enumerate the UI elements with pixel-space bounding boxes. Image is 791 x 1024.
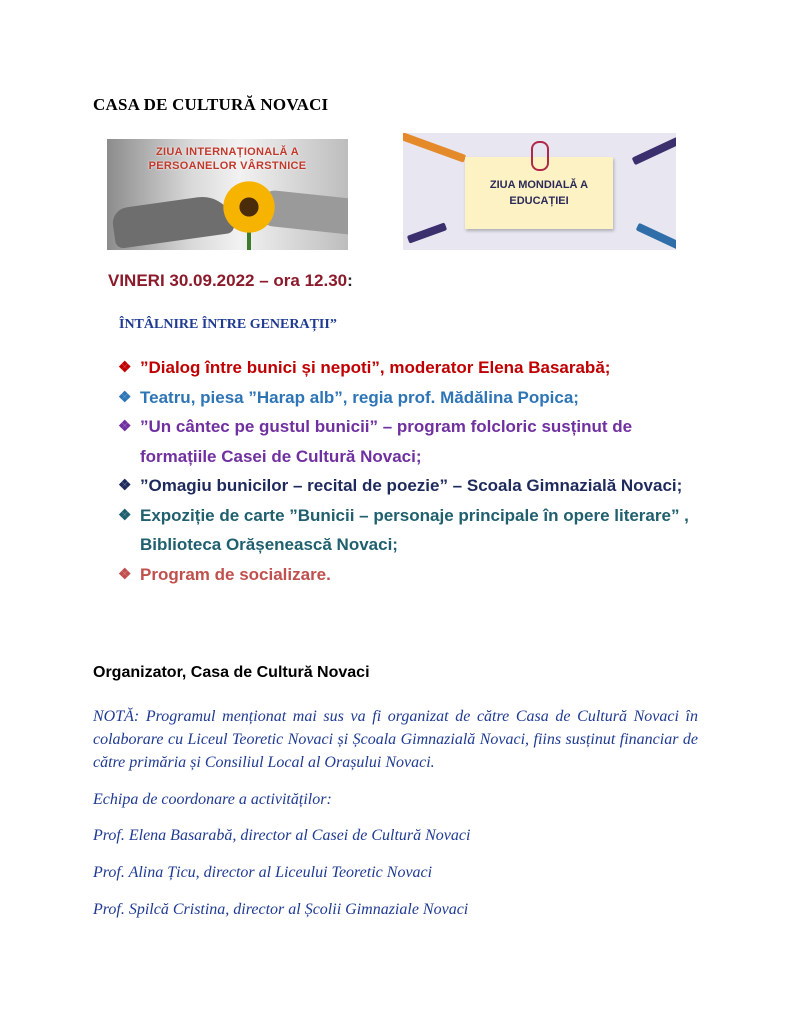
note-paragraph: NOTĂ: Programul menționat mai sus va fi organizat de către Casa de Cultură Novaci în colaborare cu Liceul Teoretic Novaci și Școala Gimnazială Novaci, fiins susținut financiar de către primăria și Consiliul Local al Orașului Novaci. — [93, 708, 698, 771]
list-item — [118, 412, 708, 471]
banner-caption-line: PERSOANELOR VÂRSTNICE — [148, 160, 307, 172]
education-day-banner — [403, 133, 676, 250]
banner-caption-line: ZIUA INTERNAȚIONALĂ A — [156, 146, 299, 158]
diamond-bullet-icon: ❖ — [118, 477, 132, 494]
team-member: Prof. Alina Țicu, director al Liceului Teoretic Novaci — [93, 864, 433, 881]
elderly-day-banner — [107, 139, 348, 250]
diamond-bullet-icon: ❖ — [118, 565, 132, 583]
list-item — [118, 383, 708, 413]
list-item-text: Program de socializare. — [140, 564, 331, 584]
banner-caption — [465, 177, 613, 209]
event-subtitle: ÎNTÂLNIRE ÎNTRE GENERAȚII” — [119, 317, 337, 332]
list-item — [118, 353, 708, 383]
pencil-icon — [632, 137, 676, 165]
banner-caption-line: EDUCAȚIEI — [509, 195, 569, 207]
diamond-bullet-icon: ❖ — [118, 418, 132, 435]
pencil-icon — [407, 222, 447, 243]
paperclip-icon — [531, 141, 549, 171]
organizer-line: Organizator, Casa de Cultură Novaci — [93, 664, 370, 681]
list-item — [118, 501, 708, 560]
diamond-bullet-icon: ❖ — [118, 388, 132, 406]
program-list — [118, 353, 708, 589]
list-item-text: ”Dialog între bunici și nepoti”, moderator Elena Basarabă; — [140, 358, 611, 377]
event-date-text: VINERI 30.09.2022 – ora 12.30 — [108, 271, 348, 290]
list-item-text: ”Omagiu bunicilor – recital de poezie” – Scoala Gimnazială Novaci; — [140, 476, 683, 495]
event-date-colon: : — [347, 271, 353, 290]
diamond-bullet-icon: ❖ — [118, 506, 132, 524]
list-item-text: ”Un cântec pe gustul bunicii” – program folcloric susținut de formațiile Casei de Cultură Novaci; — [140, 417, 633, 466]
list-item — [118, 560, 708, 590]
team-member: Prof. Spilcă Cristina, director al Școlii Gimnaziale Novaci — [93, 901, 469, 918]
diamond-bullet-icon: ❖ — [118, 359, 132, 376]
event-date — [108, 271, 353, 291]
pencil-icon — [403, 133, 466, 163]
list-item — [118, 471, 708, 501]
list-item-text: Expoziție de carte ”Bunicii – personaje principale în opere literare” , Biblioteca Orășenească Novaci; — [140, 505, 689, 554]
sunflower-icon — [219, 177, 279, 237]
hand-shape — [111, 193, 235, 249]
pencil-icon — [636, 223, 676, 250]
page-title: CASA DE CULTURĂ NOVACI — [93, 95, 329, 114]
team-heading: Echipa de coordonare a activităților: — [93, 791, 332, 808]
list-item-text: Teatru, piesa ”Harap alb”, regia prof. Mădălina Popica; — [140, 387, 579, 407]
banner-caption — [107, 145, 348, 173]
team-member: Prof. Elena Basarabă, director al Casei de Cultură Novaci — [93, 827, 471, 844]
banner-caption-line: ZIUA MONDIALĂ A — [489, 179, 589, 191]
